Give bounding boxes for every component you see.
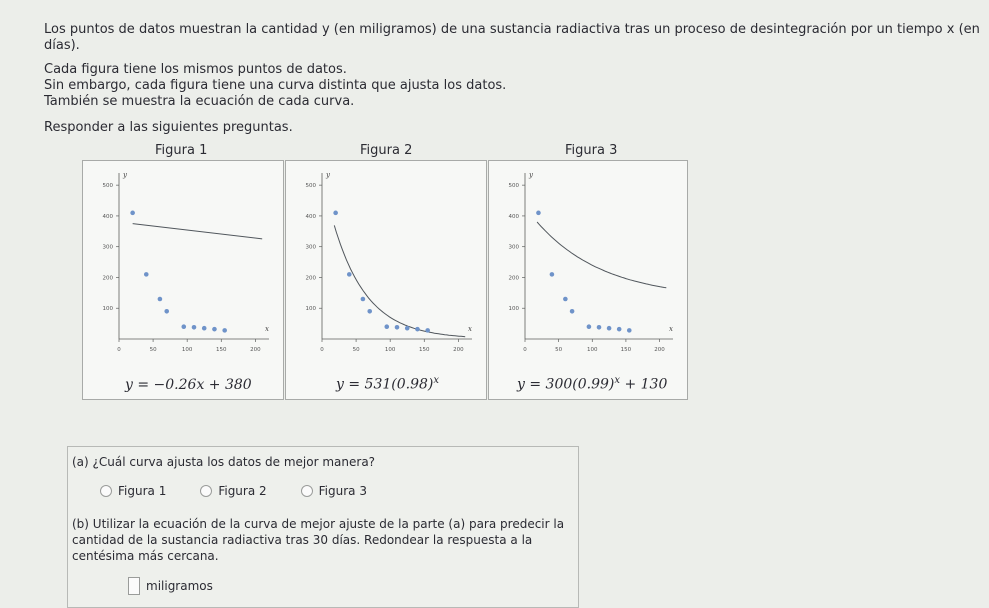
data-point xyxy=(415,327,420,332)
x-tick-label: 200 xyxy=(654,347,665,353)
x-axis-label: x xyxy=(669,325,673,333)
data-point xyxy=(181,324,186,329)
y-tick-label: 200 xyxy=(305,275,316,282)
fit-curve xyxy=(537,222,666,288)
data-point xyxy=(617,327,622,332)
answer-unit: miligramos xyxy=(146,579,213,593)
data-point xyxy=(536,211,541,216)
intro-line-3: Sin embargo, cada figura tiene una curva distinta que ajusta los datos. xyxy=(44,78,507,93)
y-tick-label: 100 xyxy=(508,306,519,313)
y-tick-label: 300 xyxy=(102,244,113,251)
y-tick-label: 500 xyxy=(508,183,519,190)
option-figura-2[interactable] xyxy=(200,484,266,498)
question-a-label: (a) ¿Cuál curva ajusta los datos de mejor manera? xyxy=(72,455,376,469)
data-point xyxy=(367,309,372,314)
figure-1-equation: y = −0.26x + 380 xyxy=(125,377,252,393)
x-axis-label: x xyxy=(468,325,472,333)
x-tick-label: 100 xyxy=(384,347,396,353)
x-tick-label: 0 xyxy=(117,347,121,353)
y-tick-label: 400 xyxy=(102,213,113,220)
y-tick-label: 400 xyxy=(305,213,316,220)
option-figura-3[interactable] xyxy=(301,484,367,498)
figure-3-title: Figura 3 xyxy=(565,143,618,158)
x-tick-label: 100 xyxy=(181,347,193,353)
option-label: Figura 3 xyxy=(318,484,367,498)
intro-line-4: También se muestra la ecuación de cada curva. xyxy=(44,94,355,109)
y-axis-label: y xyxy=(123,171,127,179)
y-tick-label: 100 xyxy=(102,306,113,313)
intro xyxy=(44,22,989,136)
y-tick-label: 500 xyxy=(305,183,316,190)
y-tick-label: 100 xyxy=(305,306,316,313)
option-label: Figura 2 xyxy=(218,484,267,498)
x-tick-label: 150 xyxy=(620,347,632,353)
intro-line-5: Responder a las siguientes preguntas. xyxy=(44,120,293,135)
data-point xyxy=(395,325,400,330)
x-tick-label: 200 xyxy=(453,347,464,353)
data-point xyxy=(361,297,366,302)
intro-line-2: Cada figura tiene los mismos puntos de datos. xyxy=(44,62,347,77)
x-tick-label: 100 xyxy=(587,347,598,353)
y-axis-label: y xyxy=(529,171,533,179)
data-point xyxy=(347,272,352,277)
figure-2-title: Figura 2 xyxy=(360,143,413,158)
data-point xyxy=(587,324,592,329)
data-point xyxy=(384,324,389,329)
x-tick-label: 200 xyxy=(250,347,261,353)
option-label: Figura 1 xyxy=(118,484,167,498)
figure-1-panel xyxy=(82,160,284,400)
radio-figura-3[interactable] xyxy=(301,485,313,497)
data-point xyxy=(333,211,338,216)
x-tick-label: 150 xyxy=(216,347,227,353)
fit-line xyxy=(133,224,263,239)
figure-1-title: Figura 1 xyxy=(155,143,208,158)
y-tick-label: 200 xyxy=(102,275,113,282)
x-tick-label: 50 xyxy=(352,347,360,353)
figure-2-equation: $y = 531(0.98)^x$ xyxy=(336,375,439,393)
option-figura-1[interactable] xyxy=(100,484,166,498)
data-point xyxy=(563,297,568,302)
x-axis-label: x xyxy=(265,325,269,333)
figure-2-panel xyxy=(285,160,487,400)
intro-line-1: Los puntos de datos muestran la cantidad y (en miligramos) de una sustancia radiactiva tras un proceso de desintegración por un tiempo x (en días). xyxy=(44,22,980,53)
figure-3-panel xyxy=(488,160,688,400)
x-tick-label: 0 xyxy=(523,347,527,353)
fit-curve xyxy=(334,225,465,336)
question-b-label: (b) Utilizar la ecuación de la curva de mejor ajuste de la parte (a) para predecir la cantidad de la sustancia radiactiva tras 30 días. Redondear la respuesta a la centésima más cercana. xyxy=(72,517,565,563)
data-point xyxy=(164,309,169,314)
figure-3-chart xyxy=(489,161,687,361)
y-tick-label: 200 xyxy=(508,275,519,282)
y-tick-label: 400 xyxy=(508,213,519,220)
data-point xyxy=(192,325,197,330)
question-box xyxy=(67,446,579,608)
data-point xyxy=(202,326,207,331)
data-point xyxy=(144,272,149,277)
x-tick-label: 0 xyxy=(320,347,324,353)
y-tick-label: 300 xyxy=(508,244,519,251)
radio-figura-1[interactable] xyxy=(100,485,112,497)
data-point xyxy=(405,326,410,331)
data-point xyxy=(627,328,632,333)
figure-2-chart xyxy=(286,161,486,361)
data-point xyxy=(607,326,612,331)
x-tick-label: 50 xyxy=(555,347,563,353)
data-point xyxy=(130,211,135,216)
answer-input[interactable] xyxy=(128,577,140,595)
y-tick-label: 300 xyxy=(305,244,316,251)
question-a-options xyxy=(100,484,367,498)
data-point xyxy=(212,327,217,332)
figure-1-chart xyxy=(83,161,283,361)
data-point xyxy=(597,325,602,330)
data-point xyxy=(425,328,430,333)
x-tick-label: 150 xyxy=(419,347,430,353)
y-axis-label: y xyxy=(326,171,330,179)
x-tick-label: 50 xyxy=(149,347,157,353)
data-point xyxy=(222,328,227,333)
y-tick-label: 500 xyxy=(102,183,113,190)
figure-3-equation: $y = 300(0.99)^x + 130$ xyxy=(517,375,668,393)
answer-row xyxy=(128,577,213,595)
data-point xyxy=(570,309,575,314)
data-point xyxy=(550,272,555,277)
data-point xyxy=(158,297,163,302)
radio-figura-2[interactable] xyxy=(200,485,212,497)
